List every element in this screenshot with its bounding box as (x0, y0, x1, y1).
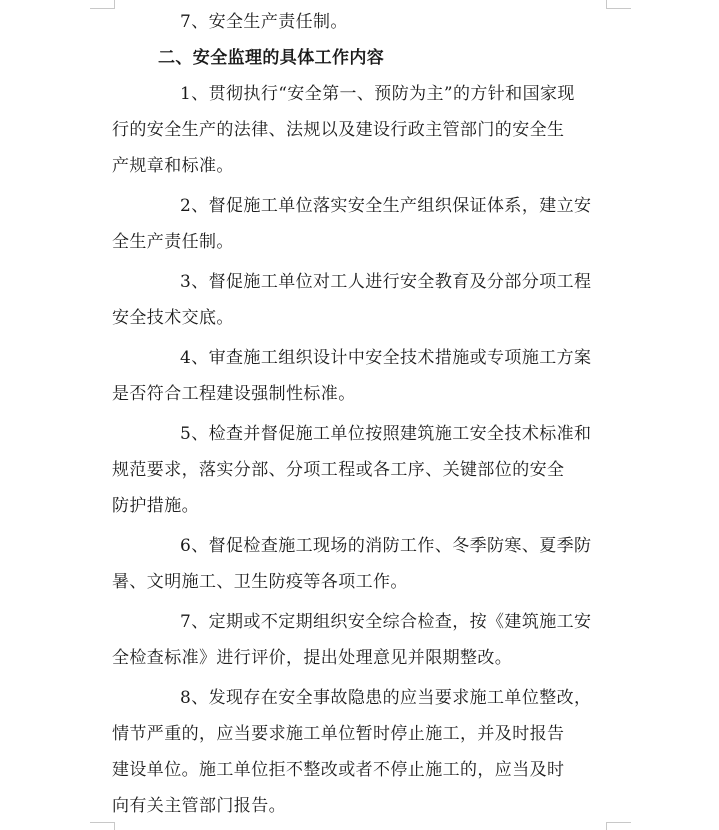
paragraph-line: 1、贯彻执行“安全第一、预防为主”的方针和国家现 (180, 84, 575, 104)
paragraph-7 (112, 604, 612, 676)
paragraph-line: 安全技术交底。 (112, 308, 234, 328)
list-item-top: 7、安全生产责任制。 (180, 12, 348, 32)
paragraph-3 (112, 264, 612, 336)
paragraph-line: 是否符合工程建设强制性标准。 (112, 384, 356, 404)
paragraph-line: 向有关主管部门报告。 (112, 796, 286, 816)
paragraph-6 (112, 528, 612, 600)
paragraph-line: 暑、文明施工、卫生防疫等各项工作。 (112, 572, 408, 592)
paragraph-2 (112, 188, 612, 260)
paragraph-5 (112, 416, 612, 524)
paragraph-line: 7、定期或不定期组织安全综合检查，按《建筑施工安 (180, 612, 592, 632)
paragraph-line: 防护措施。 (112, 496, 199, 516)
paragraph-8 (112, 680, 612, 824)
section-heading: 二、安全监理的具体工作内容 (158, 48, 385, 68)
paragraph-line: 6、督促检查施工现场的消防工作、冬季防寒、夏季防 (180, 536, 592, 556)
paragraph-line: 情节严重的，应当要求施工单位暂时停止施工，并及时报告 (112, 724, 565, 744)
paragraph-line: 建设单位。施工单位拒不整改或者不停止施工的，应当及时 (112, 760, 565, 780)
paragraph-line: 3、督促施工单位对工人进行安全教育及分部分项工程 (180, 272, 592, 292)
paragraph-line: 全检查标准》进行评价，提出处理意见并限期整改。 (112, 648, 513, 668)
paragraph-line: 规范要求，落实分部、分项工程或各工序、关键部位的安全 (112, 460, 565, 480)
paragraph-4 (112, 340, 612, 412)
document-body (112, 4, 612, 824)
paragraph-line: 行的安全生产的法律、法规以及建设行政主管部门的安全生 (112, 120, 565, 140)
paragraph-1 (112, 76, 612, 184)
paragraph-line: 产规章和标准。 (112, 156, 234, 176)
paragraph-line: 2、督促施工单位落实安全生产组织保证体系，建立安 (180, 196, 592, 216)
paragraph-line: 8、发现存在安全事故隐患的应当要求施工单位整改， (180, 688, 592, 708)
paragraph-line: 全生产责任制。 (112, 232, 234, 252)
paragraph-line: 4、审查施工组织设计中安全技术措施或专项施工方案 (180, 348, 592, 368)
paragraph-line: 5、检查并督促施工单位按照建筑施工安全技术标准和 (180, 424, 592, 444)
